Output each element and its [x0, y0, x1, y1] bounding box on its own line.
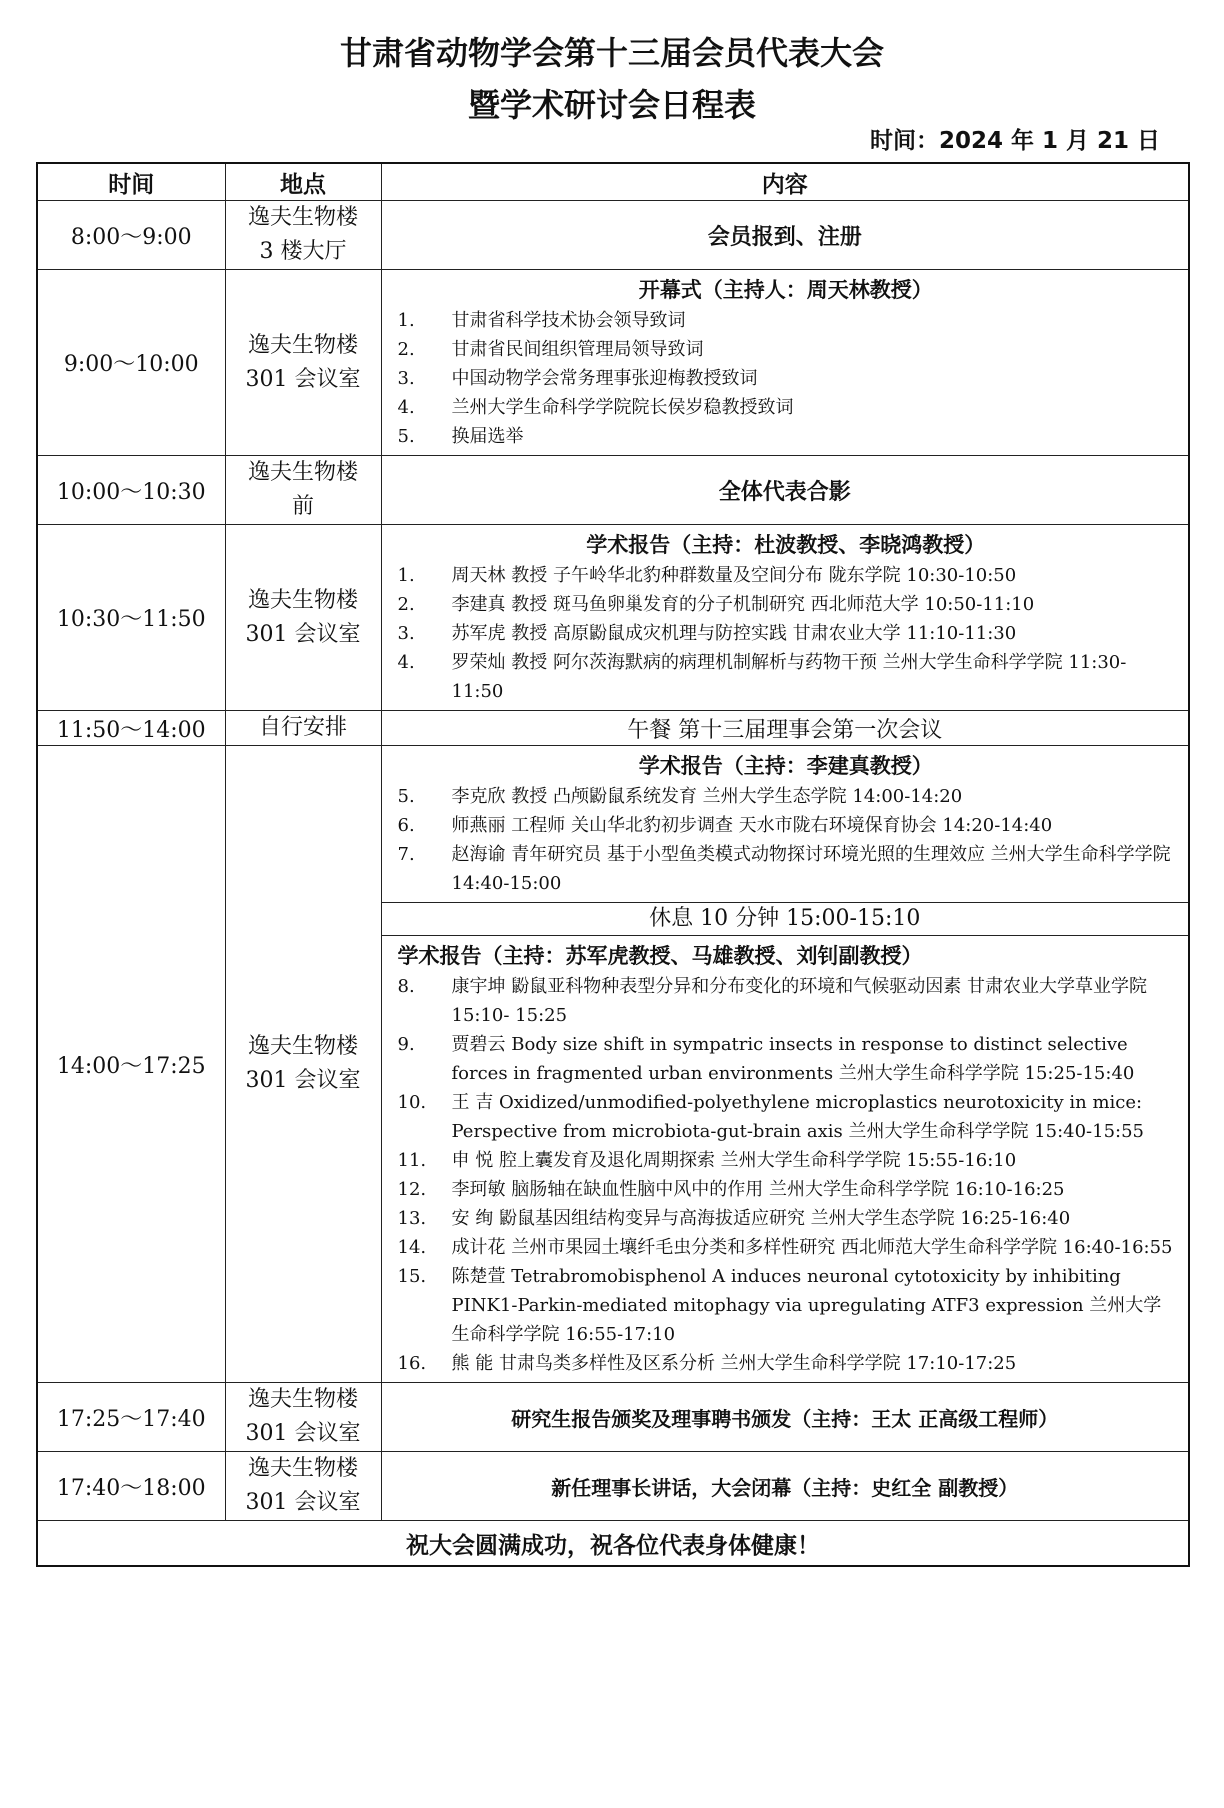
place-line: 逸夫生物楼 — [247, 332, 358, 358]
break-note: 休息 10 分钟 15:00-15:10 — [382, 903, 1189, 936]
list-item: 16. 熊 能 甘肃鸟类多样性及区系分析 兰州大学生命科学学院 17:10-17:25 — [397, 1353, 1017, 1374]
event-date: 时间：2024 年 1 月 21 日 — [869, 128, 1160, 154]
talk-section — [382, 936, 1189, 1382]
place-line: 301 会议室 — [245, 621, 361, 647]
schedule-row — [37, 525, 1189, 711]
list-item: 4. 兰州大学生命科学学院院长侯岁稳教授致词 — [397, 397, 794, 418]
row-time: 10:00～10:30 — [37, 456, 225, 525]
schedule-row — [37, 201, 1189, 270]
title-line-1: 甘肃省动物学会第十三届会员代表大会 — [339, 34, 884, 72]
schedule-row — [37, 711, 1189, 746]
list-item: 9. 贾碧云 Body size shift in sympatric insects in response to distinct selective forces in fragmented urban environments 兰州大学生命科学学院 15:25-15:40 — [397, 1034, 1135, 1084]
place-line: 逸夫生物楼 — [247, 587, 358, 613]
place-line: 逸夫生物楼 — [247, 460, 358, 485]
row-content: 会员报到、注册 — [381, 201, 1189, 270]
section-title: 学术报告（主持：杜波教授、李晓鸿教授） — [586, 533, 986, 557]
row-time: 17:25～17:40 — [37, 1383, 225, 1452]
place-line: 301 会议室 — [245, 1421, 361, 1446]
section-title: 开幕式（主持人：周天林教授） — [638, 278, 933, 302]
row-content: 研究生报告颁奖及理事聘书颁发（主持：王太 正高级工程师） — [381, 1383, 1189, 1452]
schedule-row — [37, 1383, 1189, 1452]
row-place — [225, 525, 381, 711]
row-content: 全体代表合影 — [381, 456, 1189, 525]
list-item: 14. 成计花 兰州市果园土壤纤毛虫分类和多样性研究 西北师范大学生命科学学院 16:40-16:55 — [397, 1237, 1173, 1258]
header-content: 内容 — [381, 163, 1189, 201]
row-place — [225, 746, 381, 1383]
place-line: 逸夫生物楼 — [247, 1034, 358, 1059]
row-time: 17:40～18:00 — [37, 1452, 225, 1521]
row-place — [225, 1452, 381, 1521]
title-line-2: 暨学术研讨会日程表 — [467, 86, 756, 124]
list-item: 2. 甘肃省民间组织管理局领导致词 — [397, 339, 704, 360]
row-time: 10:30～11:50 — [37, 525, 225, 711]
place-line: 301 会议室 — [245, 366, 361, 392]
place-line: 301 会议室 — [245, 1068, 361, 1093]
place-line: 逸夫生物楼 — [247, 1456, 358, 1481]
header-place: 地点 — [225, 163, 381, 201]
list-item: 3. 中国动物学会常务理事张迎梅教授致词 — [397, 368, 758, 389]
schedule-row — [37, 746, 1189, 1383]
afternoon-sessions — [381, 746, 1189, 1383]
place-line: 3 楼大厅 — [259, 239, 347, 264]
section-title: 学术报告（主持：李建真教授） — [638, 754, 933, 778]
list-item: 1. 周天林 教授 子午岭华北豹种群数量及空间分布 陇东学院 10:30-10:50 — [397, 565, 1017, 586]
header-row — [37, 163, 1189, 201]
list-item: 12. 李珂敏 脑肠轴在缺血性脑中风中的作用 兰州大学生命科学学院 16:10-16:25 — [397, 1179, 1065, 1200]
row-time: 8:00～9:00 — [37, 201, 225, 270]
schedule-row — [37, 456, 1189, 525]
footer-row — [37, 1521, 1189, 1567]
list-item: 2. 李建真 教授 斑马鱼卵巢发育的分子机制研究 西北师范大学 10:50-11:10 — [397, 594, 1035, 615]
list-item: 6. 师燕丽 工程师 关山华北豹初步调查 天水市陇右环境保育协会 14:20-14:40 — [397, 815, 1053, 836]
list-item: 5. 李克欣 教授 凸颅鼢鼠系统发育 兰州大学生态学院 14:00-14:20 — [397, 786, 963, 807]
schedule-table — [36, 162, 1190, 1567]
place-line: 301 会议室 — [245, 1490, 361, 1515]
row-place: 自行安排 — [225, 711, 381, 746]
opening-section — [381, 270, 1189, 456]
list-item: 11. 申 悦 腔上囊发育及退化周期探索 兰州大学生命科学学院 15:55-16:10 — [397, 1150, 1017, 1171]
talk-section — [382, 746, 1189, 903]
place-line: 逸夫生物楼 — [247, 1387, 358, 1412]
row-place — [225, 1383, 381, 1452]
row-time: 11:50～14:00 — [37, 711, 225, 746]
talk-section — [381, 525, 1189, 711]
list-item: 5. 换届选举 — [397, 426, 524, 447]
row-time: 14:00～17:25 — [37, 746, 225, 1383]
section-title: 学术报告（主持：苏军虎教授、马雄教授、刘钊副教授） — [397, 944, 923, 968]
row-place — [225, 456, 381, 525]
list-item: 4. 罗荣灿 教授 阿尔茨海默病的病理机制解析与药物干预 兰州大学生命科学学院 11:30-11:50 — [397, 652, 1127, 702]
list-item: 8. 康宇坤 鼢鼠亚科物种表型分异和分布变化的环境和气候驱动因素 甘肃农业大学草业学院 15:10- 15:25 — [397, 976, 1147, 1026]
row-place — [225, 201, 381, 270]
list-item: 3. 苏军虎 教授 高原鼢鼠成灾机理与防控实践 甘肃农业大学 11:10-11:30 — [397, 623, 1017, 644]
schedule-row — [37, 270, 1189, 456]
row-content: 午餐 第十三届理事会第一次会议 — [381, 711, 1189, 746]
row-place — [225, 270, 381, 456]
list-item: 13. 安 绚 鼢鼠基因组结构变异与高海拔适应研究 兰州大学生态学院 16:25-16:40 — [397, 1208, 1071, 1229]
list-item: 1. 甘肃省科学技术协会领导致词 — [397, 310, 686, 331]
place-line: 前 — [291, 494, 314, 519]
list-item: 15. 陈楚萱 Tetrabromobisphenol A induces neuronal cytotoxicity by inhibiting PINK1-Parkin-mediated mitophagy via upregulating ATF3 expression 兰州大学生命科学学院 16:55-17:10 — [397, 1266, 1162, 1345]
list-item: 7. 赵海谕 青年研究员 基于小型鱼类模式动物探讨环境光照的生理效应 兰州大学生命科学学院 14:40-15:00 — [397, 844, 1171, 894]
place-line: 逸夫生物楼 — [247, 205, 358, 230]
schedule-row — [37, 1452, 1189, 1521]
row-content: 新任理事长讲话，大会闭幕（主持：史红全 副教授） — [381, 1452, 1189, 1521]
row-time: 9:00～10:00 — [37, 270, 225, 456]
closing-wish: 祝大会圆满成功，祝各位代表身体健康！ — [37, 1521, 1189, 1567]
list-item: 10. 王 吉 Oxidized/unmodified-polyethylene microplastics neurotoxicity in mice: Perspective from microbiota-gut-brain axis 兰州大学生命科学学院 15:40-15:55 — [397, 1092, 1144, 1142]
header-time: 时间 — [37, 163, 225, 201]
